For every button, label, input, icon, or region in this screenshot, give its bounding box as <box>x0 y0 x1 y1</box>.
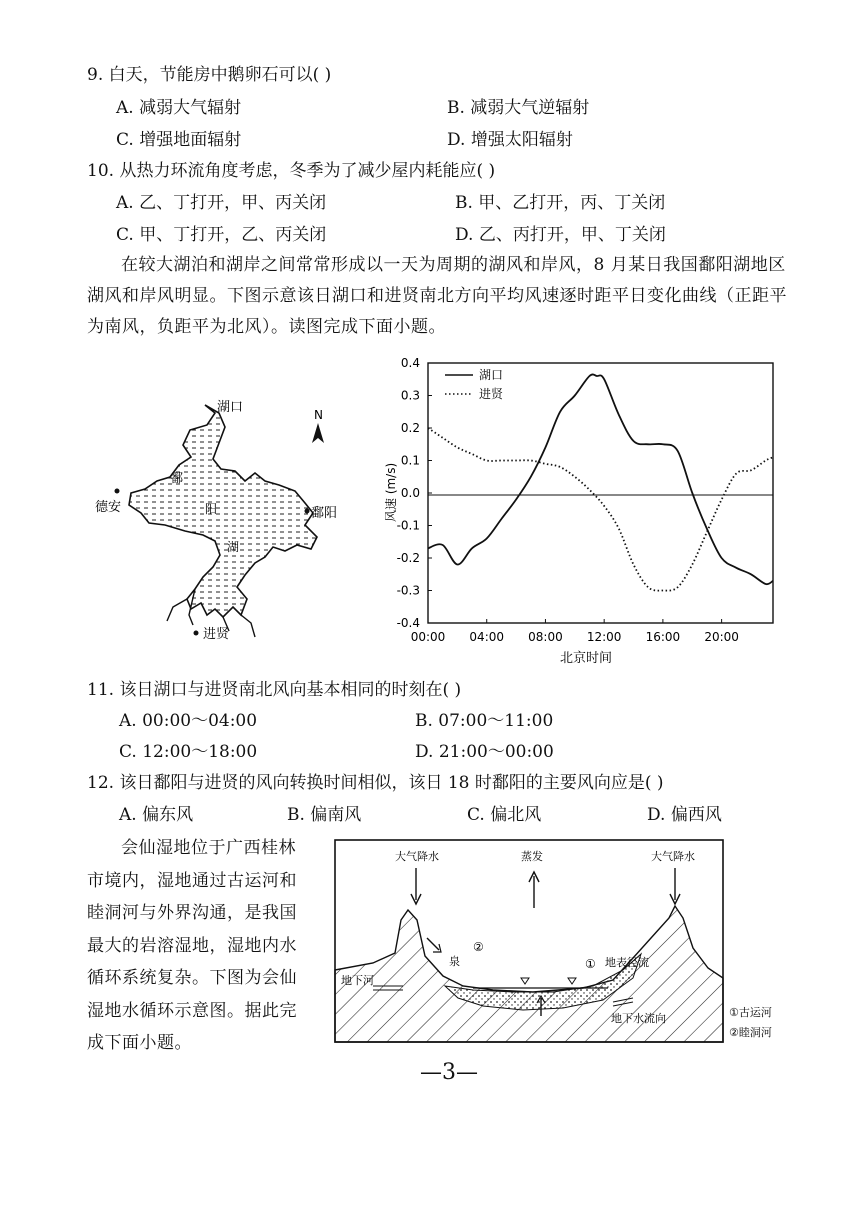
q11-option-d: D. 21:00～00:00 <box>415 742 554 762</box>
q10-option-c: C. 甲、丁打开，乙、丙关闭 <box>116 225 327 245</box>
page-number: —3— <box>420 1060 478 1085</box>
legend-jinxian: 进贤 <box>479 387 504 401</box>
north-arrow-icon <box>312 408 324 443</box>
q9-option-b: B. 减弱大气逆辐射 <box>447 98 590 118</box>
q10-option-d: D. 乙、丙打开，甲、丁关闭 <box>455 225 666 245</box>
x-tick-label: 04:00 <box>469 630 505 644</box>
q9-option-a: A. 减弱大气辐射 <box>116 98 242 118</box>
q10-stem: 10. 从热力环流角度考虑，冬季为了减少屋内耗能应( ) <box>87 161 496 181</box>
series-line-hukou <box>428 374 773 584</box>
diagram-groundwater-flow: 地下水流向 <box>611 1012 666 1025</box>
q12-stem: 12. 该日鄱阳与进贤的风向转换时间相似，该日 18 时鄱阳的主要风向应是( ) <box>87 773 664 793</box>
q11-stem: 11. 该日湖口与进贤南北风向基本相同的时刻在( ) <box>87 680 462 700</box>
y-tick-label: -0.1 <box>396 518 420 533</box>
chart-plot-area <box>428 363 773 623</box>
q11-option-c: C. 12:00～18:00 <box>119 742 258 762</box>
map-label-hu: 湖 <box>227 540 240 554</box>
q9-option-c: C. 增强地面辐射 <box>116 130 242 150</box>
map-label-poyang: 鄱阳 <box>311 506 338 521</box>
y-tick-label: -0.4 <box>396 616 420 630</box>
lake-shape <box>129 405 317 617</box>
x-tick-label: 12:00 <box>586 630 622 644</box>
q12-option-b: B. 偏南风 <box>287 805 362 825</box>
wind-anomaly-line-chart <box>375 352 785 672</box>
x-tick-label: 08:00 <box>528 630 563 644</box>
map-label-po: 鄱 <box>171 471 184 485</box>
q12-option-c: C. 偏北风 <box>467 805 542 825</box>
x-tick-label: 16:00 <box>645 630 681 644</box>
y-tick-label: 0.3 <box>400 388 420 403</box>
diagram-spring: 泉 <box>449 955 460 968</box>
map-label-yang: 阳 <box>205 502 218 516</box>
diagram-legend-1: ①古运河 <box>729 1006 772 1019</box>
map-label-hukou: 湖口 <box>217 400 244 415</box>
diagram-surface-runoff: 地表径流 <box>605 956 649 969</box>
diagram-rain-right: 大气降水 <box>651 850 695 863</box>
q10-option-a: A. 乙、丁打开，甲、丙关闭 <box>116 193 327 213</box>
svg-text:N: N <box>314 408 323 422</box>
y-tick-label: 0.1 <box>400 453 420 468</box>
y-axis-label: 风速 (m/s) <box>384 462 398 522</box>
x-tick-label: 00:00 <box>410 630 446 644</box>
diagram-legend-2: ②睦洞河 <box>729 1026 772 1039</box>
q9-stem: 9. 白天，节能房中鹅卵石可以( ) <box>87 65 332 85</box>
intro-paragraph-lake-wind: 在较大湖泊和湖岸之间常常形成以一天为周期的湖风和岸风，8 月某日我国鄱阳湖地区湖风和岸风明显。下图示意该日湖口和进贤南北方向平均风速逐时距平日变化曲线（正距平为南风，负距平为北风）。读图完成下面小题。 <box>87 255 787 337</box>
q12-option-a: A. 偏东风 <box>119 805 194 825</box>
diagram-underground-river: 地下河 <box>341 974 374 987</box>
y-tick-label: -0.2 <box>396 551 420 565</box>
diagram-evaporation: 蒸发 <box>521 850 543 863</box>
legend-hukou: 湖口 <box>479 368 504 382</box>
wetland-water-cycle-diagram <box>333 838 813 1050</box>
q12-option-d: D. 偏西风 <box>647 805 722 825</box>
diagram-rain-left: 大气降水 <box>395 850 439 863</box>
q11-option-b: B. 07:00～11:00 <box>415 711 554 731</box>
map-label-jinxian: 进贤 <box>203 627 230 642</box>
diagram-marker-1: ① <box>585 957 596 971</box>
y-tick-label: 0.4 <box>400 356 420 370</box>
intro-paragraph-wetland: 会仙湿地位于广西桂林市境内，湿地通过古运河和睦洞河与外界沟通，是我国最大的岩溶湿地，湿地内水循环系统复杂。下图为会仙湿地水循环示意图。据此完成下面小题。 <box>87 838 297 1053</box>
poyang-lake-map <box>95 385 375 655</box>
y-tick-label: 0.0 <box>400 486 420 500</box>
q10-option-b: B. 甲、乙打开，丙、丁关闭 <box>455 193 666 213</box>
x-axis-label: 北京时间 <box>560 651 613 666</box>
series-line-jinxian <box>428 428 773 591</box>
y-tick-label: -0.3 <box>396 583 420 598</box>
map-label-dean: 德安 <box>95 500 122 515</box>
x-tick-label: 20:00 <box>704 630 739 644</box>
y-tick-label: 0.2 <box>400 421 420 435</box>
y-axis-ticks <box>397 356 432 630</box>
diagram-marker-2: ② <box>473 940 484 954</box>
q11-option-a: A. 00:00～04:00 <box>119 711 258 731</box>
chart-legend <box>445 367 504 401</box>
q9-option-d: D. 增强太阳辐射 <box>447 130 573 150</box>
